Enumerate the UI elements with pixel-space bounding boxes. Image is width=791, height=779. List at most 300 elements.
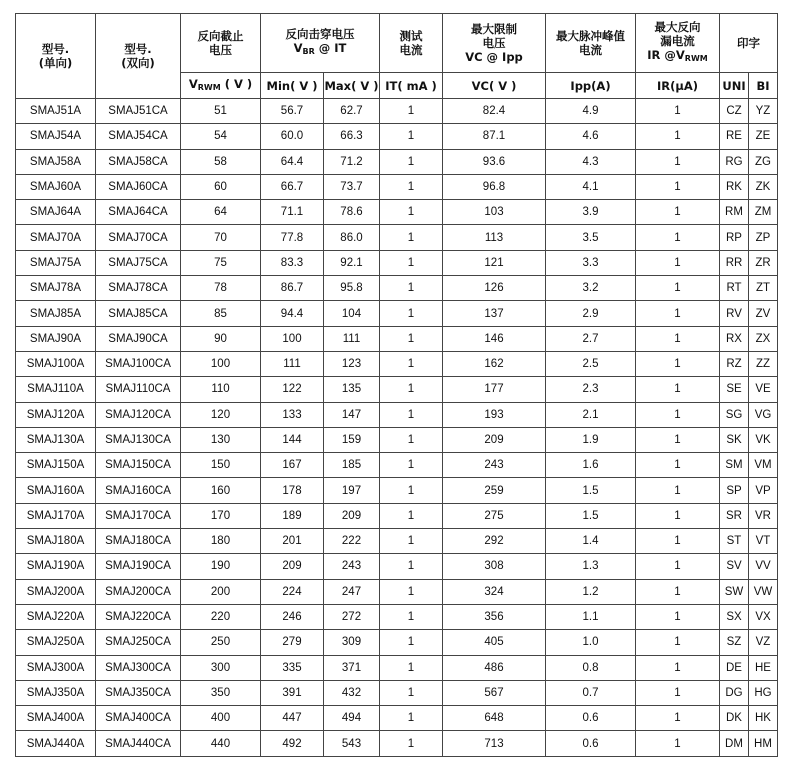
unit-uni: UNI bbox=[720, 73, 749, 99]
cell-clamping-voltage: 121 bbox=[443, 250, 546, 275]
cell-vrwm: 70 bbox=[181, 225, 261, 250]
cell-marking-uni: SW bbox=[720, 579, 749, 604]
cell-model-bi: SMAJ220CA bbox=[96, 604, 181, 629]
cell-clamping-voltage: 162 bbox=[443, 351, 546, 376]
cell-model-bi: SMAJ64CA bbox=[96, 200, 181, 225]
cell-marking-bi: ZR bbox=[749, 250, 778, 275]
table-row bbox=[16, 630, 778, 655]
header-row-1 bbox=[16, 14, 778, 73]
cell-model-bi: SMAJ75CA bbox=[96, 250, 181, 275]
cell-model-bi: SMAJ120CA bbox=[96, 402, 181, 427]
cell-marking-uni: DG bbox=[720, 680, 749, 705]
cell-clamping-voltage: 82.4 bbox=[443, 99, 546, 124]
cell-model-bi: SMAJ300CA bbox=[96, 655, 181, 680]
cell-test-current: 1 bbox=[380, 655, 443, 680]
cell-peak-pulse-current: 1.5 bbox=[546, 503, 636, 528]
cell-test-current: 1 bbox=[380, 174, 443, 199]
cell-clamping-voltage: 486 bbox=[443, 655, 546, 680]
cell-test-current: 1 bbox=[380, 731, 443, 756]
cell-vbr-min: 178 bbox=[261, 478, 324, 503]
cell-model-uni: SMAJ150A bbox=[16, 453, 96, 478]
cell-vbr-max: 159 bbox=[324, 427, 380, 452]
table-row bbox=[16, 225, 778, 250]
cell-vrwm: 58 bbox=[181, 149, 261, 174]
cell-test-current: 1 bbox=[380, 225, 443, 250]
cell-marking-bi: ZP bbox=[749, 225, 778, 250]
table-row bbox=[16, 503, 778, 528]
col-header-peak-pulse-current: 最大脉冲峰值 电流 bbox=[546, 14, 636, 73]
cell-vrwm: 110 bbox=[181, 377, 261, 402]
cell-vbr-min: 335 bbox=[261, 655, 324, 680]
cell-clamping-voltage: 96.8 bbox=[443, 174, 546, 199]
unit-vrwm: $V_{RWM}$ ( V ) bbox=[181, 73, 261, 99]
cell-clamping-voltage: 567 bbox=[443, 680, 546, 705]
cell-marking-bi: VG bbox=[749, 402, 778, 427]
cell-vrwm: 120 bbox=[181, 402, 261, 427]
cell-vbr-min: 56.7 bbox=[261, 99, 324, 124]
unit-ir: IR(µA) bbox=[636, 73, 720, 99]
cell-marking-uni: DK bbox=[720, 706, 749, 731]
cell-test-current: 1 bbox=[380, 200, 443, 225]
cell-peak-pulse-current: 1.9 bbox=[546, 427, 636, 452]
cell-clamping-voltage: 146 bbox=[443, 326, 546, 351]
cell-clamping-voltage: 103 bbox=[443, 200, 546, 225]
cell-vbr-min: 224 bbox=[261, 579, 324, 604]
col-header-clamping-voltage: 最大限制 电压 VC @ Ipp bbox=[443, 14, 546, 73]
cell-leakage-current: 1 bbox=[636, 706, 720, 731]
cell-clamping-voltage: 126 bbox=[443, 276, 546, 301]
cell-model-uni: SMAJ90A bbox=[16, 326, 96, 351]
col-header-vrwm: 反向截止 电压 bbox=[181, 14, 261, 73]
cell-leakage-current: 1 bbox=[636, 301, 720, 326]
cell-vbr-min: 492 bbox=[261, 731, 324, 756]
cell-peak-pulse-current: 1.4 bbox=[546, 529, 636, 554]
cell-clamping-voltage: 356 bbox=[443, 604, 546, 629]
cell-vbr-max: 247 bbox=[324, 579, 380, 604]
cell-leakage-current: 1 bbox=[636, 427, 720, 452]
cell-peak-pulse-current: 1.2 bbox=[546, 579, 636, 604]
cell-peak-pulse-current: 4.3 bbox=[546, 149, 636, 174]
cell-leakage-current: 1 bbox=[636, 174, 720, 199]
cell-vbr-min: 64.4 bbox=[261, 149, 324, 174]
cell-vbr-min: 83.3 bbox=[261, 250, 324, 275]
table-row bbox=[16, 478, 778, 503]
cell-vbr-min: 201 bbox=[261, 529, 324, 554]
table-row bbox=[16, 604, 778, 629]
cell-clamping-voltage: 177 bbox=[443, 377, 546, 402]
cell-leakage-current: 1 bbox=[636, 579, 720, 604]
cell-vrwm: 150 bbox=[181, 453, 261, 478]
cell-vrwm: 200 bbox=[181, 579, 261, 604]
cell-test-current: 1 bbox=[380, 301, 443, 326]
cell-leakage-current: 1 bbox=[636, 351, 720, 376]
cell-vbr-max: 272 bbox=[324, 604, 380, 629]
table-row bbox=[16, 174, 778, 199]
cell-marking-bi: VE bbox=[749, 377, 778, 402]
cell-vbr-max: 147 bbox=[324, 402, 380, 427]
cell-marking-uni: RX bbox=[720, 326, 749, 351]
cell-vrwm: 51 bbox=[181, 99, 261, 124]
cell-marking-bi: VR bbox=[749, 503, 778, 528]
cell-model-bi: SMAJ70CA bbox=[96, 225, 181, 250]
cell-model-uni: SMAJ440A bbox=[16, 731, 96, 756]
table-row bbox=[16, 554, 778, 579]
cell-vrwm: 54 bbox=[181, 124, 261, 149]
cell-leakage-current: 1 bbox=[636, 200, 720, 225]
cell-model-bi: SMAJ150CA bbox=[96, 453, 181, 478]
cell-vbr-min: 71.1 bbox=[261, 200, 324, 225]
table-row bbox=[16, 124, 778, 149]
cell-leakage-current: 1 bbox=[636, 655, 720, 680]
cell-model-bi: SMAJ160CA bbox=[96, 478, 181, 503]
cell-marking-bi: VK bbox=[749, 427, 778, 452]
cell-clamping-voltage: 405 bbox=[443, 630, 546, 655]
cell-vbr-min: 189 bbox=[261, 503, 324, 528]
cell-vbr-min: 133 bbox=[261, 402, 324, 427]
cell-marking-bi: HM bbox=[749, 731, 778, 756]
cell-peak-pulse-current: 3.9 bbox=[546, 200, 636, 225]
unit-ipp: Ipp(A) bbox=[546, 73, 636, 99]
cell-vbr-max: 543 bbox=[324, 731, 380, 756]
table-row bbox=[16, 377, 778, 402]
cell-vbr-min: 144 bbox=[261, 427, 324, 452]
cell-clamping-voltage: 259 bbox=[443, 478, 546, 503]
cell-marking-uni: SM bbox=[720, 453, 749, 478]
table-row bbox=[16, 680, 778, 705]
cell-vbr-max: 209 bbox=[324, 503, 380, 528]
cell-test-current: 1 bbox=[380, 604, 443, 629]
table-row bbox=[16, 706, 778, 731]
cell-marking-bi: VV bbox=[749, 554, 778, 579]
cell-model-uni: SMAJ110A bbox=[16, 377, 96, 402]
cell-marking-uni: RR bbox=[720, 250, 749, 275]
cell-model-uni: SMAJ250A bbox=[16, 630, 96, 655]
cell-test-current: 1 bbox=[380, 453, 443, 478]
cell-vrwm: 78 bbox=[181, 276, 261, 301]
cell-model-uni: SMAJ51A bbox=[16, 99, 96, 124]
cell-marking-uni: DE bbox=[720, 655, 749, 680]
cell-vbr-max: 62.7 bbox=[324, 99, 380, 124]
table-row bbox=[16, 529, 778, 554]
cell-vrwm: 220 bbox=[181, 604, 261, 629]
cell-leakage-current: 1 bbox=[636, 478, 720, 503]
cell-marking-bi: HE bbox=[749, 655, 778, 680]
cell-marking-bi: VM bbox=[749, 453, 778, 478]
cell-vrwm: 75 bbox=[181, 250, 261, 275]
cell-model-uni: SMAJ54A bbox=[16, 124, 96, 149]
cell-marking-bi: YZ bbox=[749, 99, 778, 124]
cell-clamping-voltage: 243 bbox=[443, 453, 546, 478]
cell-peak-pulse-current: 1.6 bbox=[546, 453, 636, 478]
cell-leakage-current: 1 bbox=[636, 453, 720, 478]
cell-peak-pulse-current: 4.1 bbox=[546, 174, 636, 199]
cell-model-uni: SMAJ220A bbox=[16, 604, 96, 629]
col-header-leakage-current: 最大反向 漏电流 IR $@V_{RWM}$ bbox=[636, 14, 720, 73]
cell-clamping-voltage: 93.6 bbox=[443, 149, 546, 174]
cell-vrwm: 100 bbox=[181, 351, 261, 376]
cell-marking-bi: VZ bbox=[749, 630, 778, 655]
cell-vbr-max: 86.0 bbox=[324, 225, 380, 250]
cell-marking-uni: SX bbox=[720, 604, 749, 629]
cell-clamping-voltage: 113 bbox=[443, 225, 546, 250]
cell-marking-uni: CZ bbox=[720, 99, 749, 124]
table-row bbox=[16, 402, 778, 427]
cell-vbr-min: 66.7 bbox=[261, 174, 324, 199]
cell-vbr-max: 111 bbox=[324, 326, 380, 351]
cell-leakage-current: 1 bbox=[636, 99, 720, 124]
cell-model-uni: SMAJ400A bbox=[16, 706, 96, 731]
cell-leakage-current: 1 bbox=[636, 276, 720, 301]
cell-peak-pulse-current: 2.7 bbox=[546, 326, 636, 351]
cell-model-uni: SMAJ60A bbox=[16, 174, 96, 199]
cell-model-uni: SMAJ170A bbox=[16, 503, 96, 528]
cell-peak-pulse-current: 0.6 bbox=[546, 731, 636, 756]
cell-model-bi: SMAJ400CA bbox=[96, 706, 181, 731]
cell-test-current: 1 bbox=[380, 478, 443, 503]
cell-peak-pulse-current: 0.8 bbox=[546, 655, 636, 680]
unit-min: Min( V ) bbox=[261, 73, 324, 99]
cell-clamping-voltage: 137 bbox=[443, 301, 546, 326]
cell-leakage-current: 1 bbox=[636, 604, 720, 629]
cell-model-uni: SMAJ130A bbox=[16, 427, 96, 452]
cell-vbr-max: 73.7 bbox=[324, 174, 380, 199]
cell-vbr-min: 100 bbox=[261, 326, 324, 351]
cell-marking-bi: HG bbox=[749, 680, 778, 705]
cell-leakage-current: 1 bbox=[636, 124, 720, 149]
cell-model-bi: SMAJ350CA bbox=[96, 680, 181, 705]
cell-vrwm: 160 bbox=[181, 478, 261, 503]
cell-model-bi: SMAJ60CA bbox=[96, 174, 181, 199]
cell-model-uni: SMAJ85A bbox=[16, 301, 96, 326]
cell-vrwm: 300 bbox=[181, 655, 261, 680]
cell-marking-uni: ST bbox=[720, 529, 749, 554]
cell-peak-pulse-current: 0.6 bbox=[546, 706, 636, 731]
cell-marking-bi: ZE bbox=[749, 124, 778, 149]
cell-vbr-min: 86.7 bbox=[261, 276, 324, 301]
cell-model-uni: SMAJ180A bbox=[16, 529, 96, 554]
cell-leakage-current: 1 bbox=[636, 326, 720, 351]
cell-vbr-max: 371 bbox=[324, 655, 380, 680]
cell-model-uni: SMAJ58A bbox=[16, 149, 96, 174]
cell-leakage-current: 1 bbox=[636, 225, 720, 250]
cell-vbr-max: 185 bbox=[324, 453, 380, 478]
cell-vbr-max: 197 bbox=[324, 478, 380, 503]
cell-marking-uni: RV bbox=[720, 301, 749, 326]
cell-test-current: 1 bbox=[380, 402, 443, 427]
cell-test-current: 1 bbox=[380, 680, 443, 705]
cell-marking-bi: ZM bbox=[749, 200, 778, 225]
cell-model-uni: SMAJ75A bbox=[16, 250, 96, 275]
cell-vbr-max: 243 bbox=[324, 554, 380, 579]
cell-vbr-min: 94.4 bbox=[261, 301, 324, 326]
cell-clamping-voltage: 209 bbox=[443, 427, 546, 452]
cell-marking-bi: ZZ bbox=[749, 351, 778, 376]
cell-leakage-current: 1 bbox=[636, 503, 720, 528]
cell-leakage-current: 1 bbox=[636, 402, 720, 427]
cell-marking-uni: RK bbox=[720, 174, 749, 199]
cell-clamping-voltage: 193 bbox=[443, 402, 546, 427]
cell-marking-uni: SZ bbox=[720, 630, 749, 655]
cell-peak-pulse-current: 3.5 bbox=[546, 225, 636, 250]
cell-marking-bi: VX bbox=[749, 604, 778, 629]
cell-vrwm: 350 bbox=[181, 680, 261, 705]
cell-peak-pulse-current: 3.3 bbox=[546, 250, 636, 275]
unit-bi: BI bbox=[749, 73, 778, 99]
col-header-model-uni: 型号. (单向) bbox=[16, 14, 96, 99]
cell-vbr-max: 135 bbox=[324, 377, 380, 402]
cell-vbr-max: 309 bbox=[324, 630, 380, 655]
cell-vbr-min: 167 bbox=[261, 453, 324, 478]
cell-marking-uni: RZ bbox=[720, 351, 749, 376]
cell-model-uni: SMAJ350A bbox=[16, 680, 96, 705]
cell-peak-pulse-current: 1.3 bbox=[546, 554, 636, 579]
cell-model-bi: SMAJ170CA bbox=[96, 503, 181, 528]
cell-marking-bi: ZV bbox=[749, 301, 778, 326]
cell-marking-uni: SE bbox=[720, 377, 749, 402]
cell-vbr-min: 77.8 bbox=[261, 225, 324, 250]
cell-model-bi: SMAJ440CA bbox=[96, 731, 181, 756]
cell-vbr-min: 246 bbox=[261, 604, 324, 629]
cell-vrwm: 190 bbox=[181, 554, 261, 579]
cell-marking-uni: SR bbox=[720, 503, 749, 528]
cell-vrwm: 400 bbox=[181, 706, 261, 731]
cell-clamping-voltage: 292 bbox=[443, 529, 546, 554]
cell-model-bi: SMAJ180CA bbox=[96, 529, 181, 554]
cell-model-bi: SMAJ100CA bbox=[96, 351, 181, 376]
cell-model-bi: SMAJ130CA bbox=[96, 427, 181, 452]
cell-peak-pulse-current: 2.3 bbox=[546, 377, 636, 402]
cell-marking-uni: RE bbox=[720, 124, 749, 149]
cell-test-current: 1 bbox=[380, 554, 443, 579]
cell-marking-bi: VW bbox=[749, 579, 778, 604]
cell-peak-pulse-current: 2.5 bbox=[546, 351, 636, 376]
cell-clamping-voltage: 324 bbox=[443, 579, 546, 604]
table-row bbox=[16, 731, 778, 756]
cell-vrwm: 440 bbox=[181, 731, 261, 756]
cell-model-bi: SMAJ54CA bbox=[96, 124, 181, 149]
table-row bbox=[16, 655, 778, 680]
unit-it: IT( mA ) bbox=[380, 73, 443, 99]
cell-marking-uni: SG bbox=[720, 402, 749, 427]
cell-model-bi: SMAJ51CA bbox=[96, 99, 181, 124]
cell-vrwm: 180 bbox=[181, 529, 261, 554]
cell-peak-pulse-current: 0.7 bbox=[546, 680, 636, 705]
cell-clamping-voltage: 87.1 bbox=[443, 124, 546, 149]
cell-model-bi: SMAJ250CA bbox=[96, 630, 181, 655]
cell-vrwm: 85 bbox=[181, 301, 261, 326]
cell-test-current: 1 bbox=[380, 149, 443, 174]
cell-vbr-min: 447 bbox=[261, 706, 324, 731]
cell-marking-uni: RT bbox=[720, 276, 749, 301]
cell-vbr-min: 391 bbox=[261, 680, 324, 705]
cell-peak-pulse-current: 1.1 bbox=[546, 604, 636, 629]
cell-marking-bi: ZX bbox=[749, 326, 778, 351]
cell-vbr-max: 92.1 bbox=[324, 250, 380, 275]
cell-test-current: 1 bbox=[380, 99, 443, 124]
table-row bbox=[16, 276, 778, 301]
cell-vrwm: 130 bbox=[181, 427, 261, 452]
table-row bbox=[16, 579, 778, 604]
cell-marking-bi: VT bbox=[749, 529, 778, 554]
table-row bbox=[16, 301, 778, 326]
cell-vbr-max: 95.8 bbox=[324, 276, 380, 301]
cell-vrwm: 90 bbox=[181, 326, 261, 351]
cell-model-bi: SMAJ110CA bbox=[96, 377, 181, 402]
cell-vbr-max: 78.6 bbox=[324, 200, 380, 225]
cell-test-current: 1 bbox=[380, 630, 443, 655]
table-row bbox=[16, 453, 778, 478]
cell-peak-pulse-current: 1.0 bbox=[546, 630, 636, 655]
cell-vbr-max: 432 bbox=[324, 680, 380, 705]
cell-marking-uni: RG bbox=[720, 149, 749, 174]
cell-marking-bi: ZT bbox=[749, 276, 778, 301]
table-row bbox=[16, 200, 778, 225]
cell-test-current: 1 bbox=[380, 250, 443, 275]
cell-test-current: 1 bbox=[380, 124, 443, 149]
cell-clamping-voltage: 713 bbox=[443, 731, 546, 756]
cell-vbr-max: 71.2 bbox=[324, 149, 380, 174]
cell-vrwm: 60 bbox=[181, 174, 261, 199]
cell-model-uni: SMAJ200A bbox=[16, 579, 96, 604]
cell-vbr-max: 66.3 bbox=[324, 124, 380, 149]
cell-model-uni: SMAJ64A bbox=[16, 200, 96, 225]
cell-vbr-min: 111 bbox=[261, 351, 324, 376]
cell-marking-uni: SP bbox=[720, 478, 749, 503]
cell-peak-pulse-current: 4.6 bbox=[546, 124, 636, 149]
unit-max: Max( V ) bbox=[324, 73, 380, 99]
cell-leakage-current: 1 bbox=[636, 529, 720, 554]
cell-test-current: 1 bbox=[380, 351, 443, 376]
cell-vbr-max: 104 bbox=[324, 301, 380, 326]
cell-peak-pulse-current: 1.5 bbox=[546, 478, 636, 503]
col-header-breakdown-voltage: 反向击穿电压 $V_{BR}$ @ IT bbox=[261, 14, 380, 73]
cell-marking-uni: RM bbox=[720, 200, 749, 225]
spec-table bbox=[15, 13, 778, 757]
cell-model-uni: SMAJ190A bbox=[16, 554, 96, 579]
cell-marking-uni: SK bbox=[720, 427, 749, 452]
cell-leakage-current: 1 bbox=[636, 680, 720, 705]
cell-marking-uni: RP bbox=[720, 225, 749, 250]
cell-leakage-current: 1 bbox=[636, 630, 720, 655]
cell-test-current: 1 bbox=[380, 427, 443, 452]
cell-leakage-current: 1 bbox=[636, 250, 720, 275]
table-row bbox=[16, 250, 778, 275]
cell-peak-pulse-current: 4.9 bbox=[546, 99, 636, 124]
col-header-model-bi: 型号. (双向) bbox=[96, 14, 181, 99]
cell-test-current: 1 bbox=[380, 529, 443, 554]
table-row bbox=[16, 351, 778, 376]
cell-model-bi: SMAJ58CA bbox=[96, 149, 181, 174]
cell-marking-bi: ZK bbox=[749, 174, 778, 199]
cell-vbr-min: 279 bbox=[261, 630, 324, 655]
cell-test-current: 1 bbox=[380, 377, 443, 402]
cell-leakage-current: 1 bbox=[636, 377, 720, 402]
cell-peak-pulse-current: 2.9 bbox=[546, 301, 636, 326]
cell-test-current: 1 bbox=[380, 503, 443, 528]
cell-model-uni: SMAJ70A bbox=[16, 225, 96, 250]
table-row bbox=[16, 427, 778, 452]
cell-marking-bi: VP bbox=[749, 478, 778, 503]
cell-leakage-current: 1 bbox=[636, 149, 720, 174]
cell-test-current: 1 bbox=[380, 276, 443, 301]
cell-test-current: 1 bbox=[380, 326, 443, 351]
cell-marking-uni: SV bbox=[720, 554, 749, 579]
cell-leakage-current: 1 bbox=[636, 731, 720, 756]
cell-vbr-max: 123 bbox=[324, 351, 380, 376]
unit-vc: VC( V ) bbox=[443, 73, 546, 99]
table-body bbox=[16, 99, 778, 757]
cell-vbr-min: 209 bbox=[261, 554, 324, 579]
